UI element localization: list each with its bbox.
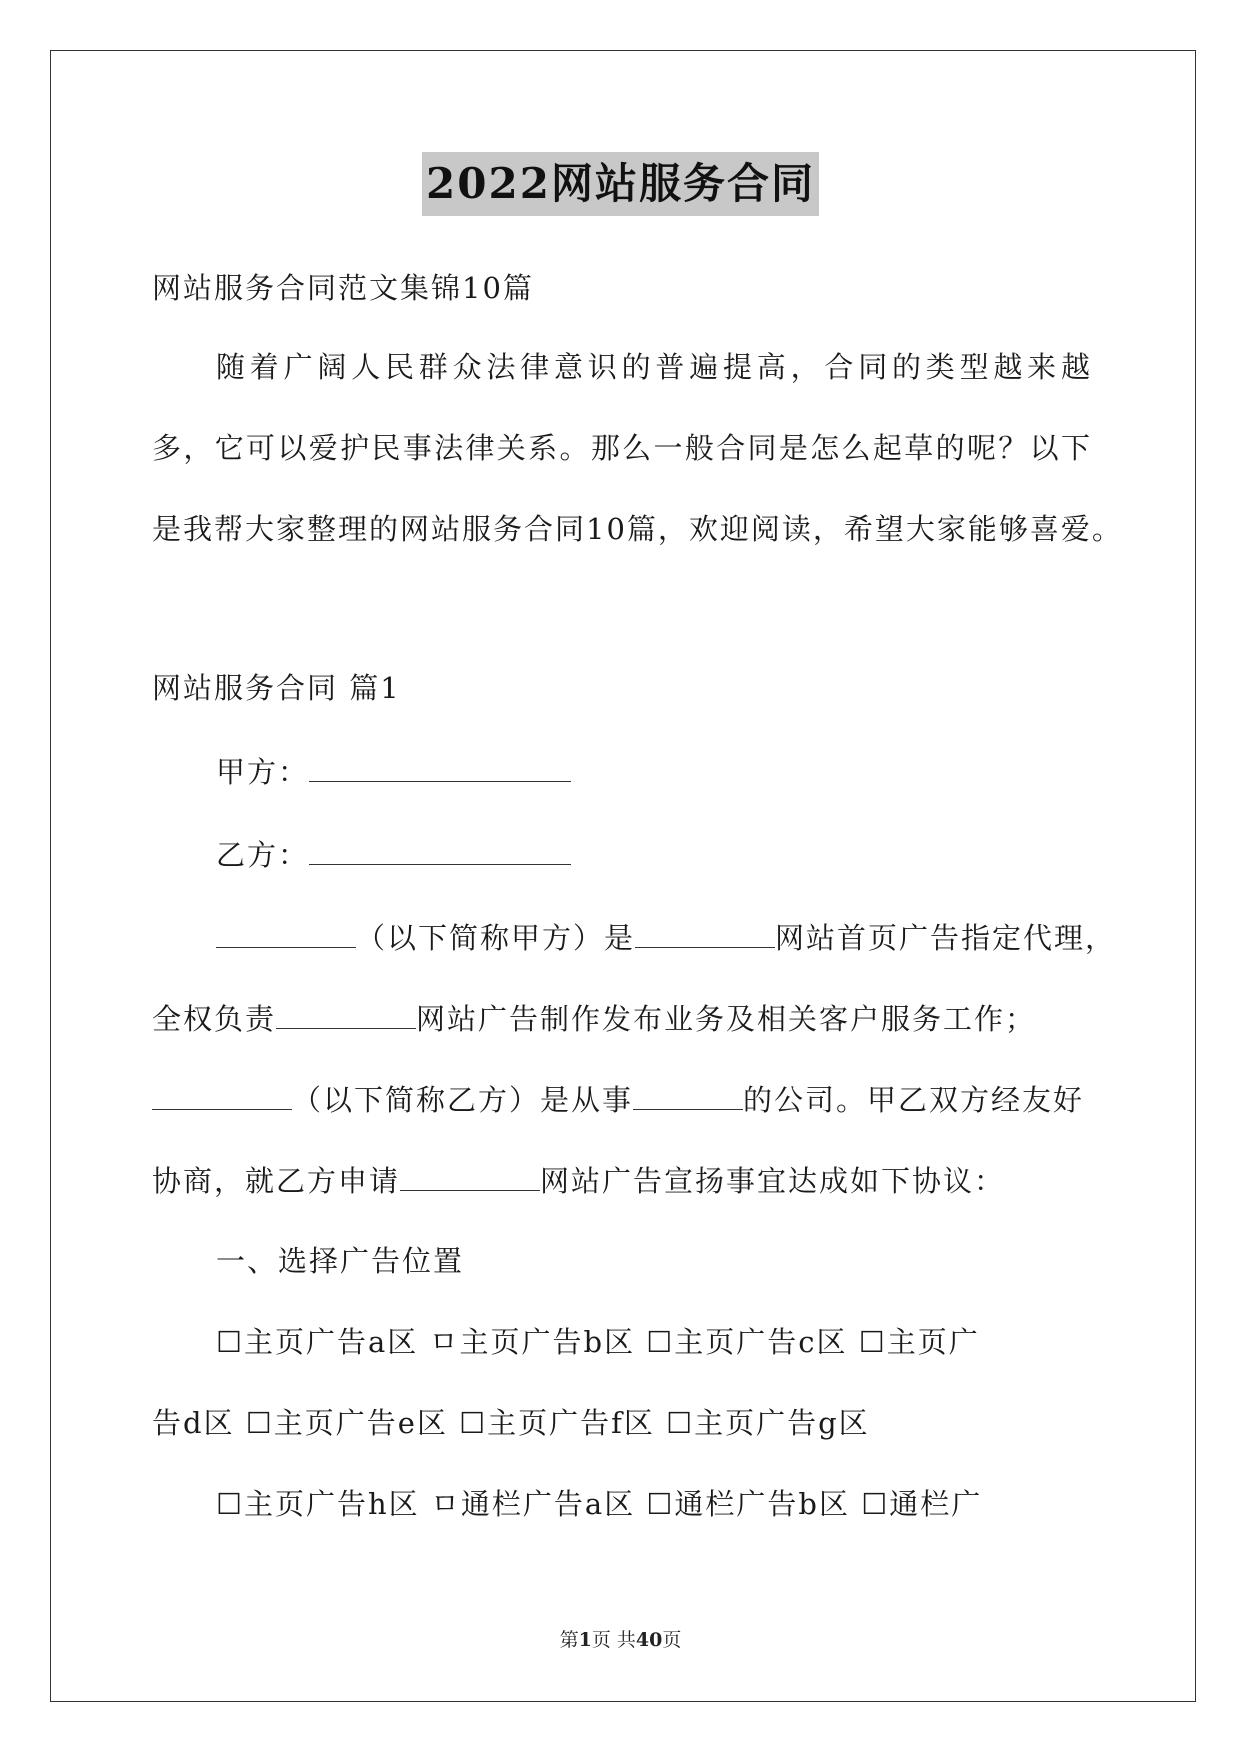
options-line-2: 告d区 ☐主页广告e区 ☐主页广告f区 ☐主页广告g区 <box>152 1406 870 1440</box>
body-text: 网站广告宣扬事宜达成如下协议： <box>540 1164 1006 1198</box>
blank-field[interactable] <box>276 998 416 1029</box>
blank-field[interactable] <box>400 1160 540 1191</box>
party-b-blank[interactable] <box>309 834 571 865</box>
body-text: 协商，就乙方申请 <box>152 1164 401 1198</box>
intro-line-2: 多，它可以爱护民事法律关系。那么一般合同是怎么起草的呢？以下 <box>152 431 1092 465</box>
options-line-3: ☐主页广告h区 ㅁ通栏广告a区 ☐通栏广告b区 ☐通栏广 <box>216 1487 983 1521</box>
footer-suffix: 页 <box>662 1629 682 1651</box>
body-text: 全权负责 <box>152 1002 277 1036</box>
blank-field[interactable] <box>635 917 775 948</box>
body-line-4 <box>152 1160 1092 1201</box>
footer-page-number: 1 <box>578 1629 592 1651</box>
document-subtitle: 网站服务合同范文集锦10篇 <box>152 271 534 305</box>
body-text: 网站广告制作发布业务及相关客户服务工作； <box>416 1002 1037 1036</box>
intro-line-1: 随着广阔人民群众法律意识的普遍提高，合同的类型越来越 <box>216 350 1092 384</box>
blank-field[interactable] <box>633 1079 743 1110</box>
blank-field[interactable] <box>216 917 356 948</box>
item-heading: 一、选择广告位置 <box>216 1244 465 1278</box>
party-b-line <box>216 834 1092 875</box>
page-footer <box>0 1628 1241 1652</box>
document-title-wrap <box>0 152 1241 216</box>
footer-total-pages: 40 <box>635 1629 663 1651</box>
body-line-1 <box>216 917 1117 958</box>
body-line-2 <box>152 998 1092 1039</box>
body-text: 网站首页广告指定代理， <box>775 921 1117 955</box>
footer-middle: 页 共 <box>591 1629 636 1651</box>
party-a-line <box>216 751 1092 792</box>
party-a-blank[interactable] <box>309 751 571 782</box>
blank-field[interactable] <box>152 1079 292 1110</box>
party-a-label: 甲方： <box>216 755 310 789</box>
footer-prefix: 第 <box>559 1629 579 1651</box>
body-text: （以下简称甲方）是 <box>356 921 636 955</box>
party-b-label: 乙方： <box>216 838 310 872</box>
intro-line-3: 是我帮大家整理的网站服务合同10篇，欢迎阅读，希望大家能够喜爱。 <box>152 512 1123 546</box>
document-title: 2022网站服务合同 <box>422 152 819 216</box>
options-line-1: ☐主页广告a区 ㅁ主页广告b区 ☐主页广告c区 ☐主页广 <box>216 1325 980 1359</box>
body-text: （以下简称乙方）是从事 <box>292 1083 634 1117</box>
body-line-3 <box>152 1079 1092 1120</box>
body-text: 的公司。甲乙双方经友好 <box>743 1083 1085 1117</box>
section-heading: 网站服务合同 篇1 <box>152 671 401 705</box>
